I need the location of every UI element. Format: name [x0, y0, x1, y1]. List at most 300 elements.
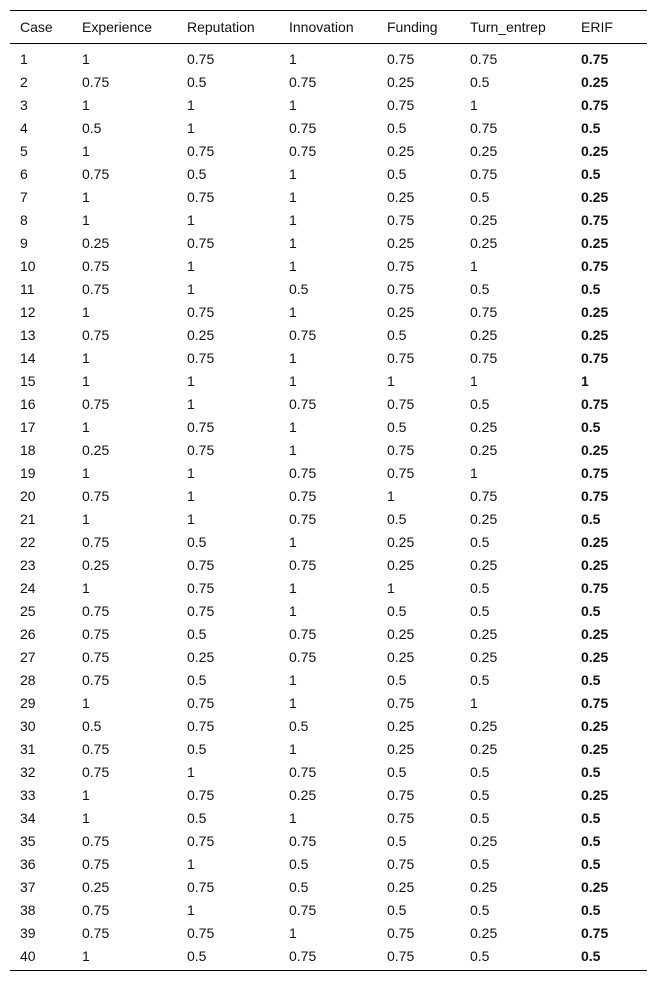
- cell-experience: 0.25: [82, 556, 110, 573]
- cell-experience: 1: [82, 694, 90, 711]
- cell-innovation: 1: [289, 234, 297, 251]
- cell-case: 28: [20, 671, 36, 688]
- cell-erif: 0.5: [581, 763, 601, 780]
- cell-funding: 0.75: [387, 786, 415, 803]
- cell-funding: 1: [387, 579, 395, 596]
- cell-turn_entrep: 0.25: [470, 326, 498, 343]
- cell-turn_entrep: 0.5: [470, 533, 490, 550]
- table-row: [10, 576, 647, 599]
- cell-experience: 0.75: [82, 326, 110, 343]
- cell-funding: 0.5: [387, 326, 407, 343]
- cell-case: 26: [20, 625, 36, 642]
- cell-turn_entrep: 0.25: [470, 924, 498, 941]
- table-row: [10, 553, 647, 576]
- table-row: [10, 392, 647, 415]
- cell-erif: 0.75: [581, 257, 609, 274]
- cell-reputation: 0.75: [187, 786, 215, 803]
- cell-turn_entrep: 0.5: [470, 395, 490, 412]
- cell-funding: 0.25: [387, 188, 415, 205]
- cell-experience: 0.75: [82, 257, 110, 274]
- cell-case: 10: [20, 257, 36, 274]
- table-row: [10, 139, 647, 162]
- cell-turn_entrep: 0.5: [470, 855, 490, 872]
- table-row: [10, 921, 647, 944]
- table-row: [10, 93, 647, 116]
- cell-innovation: 1: [289, 602, 297, 619]
- cell-funding: 0.25: [387, 648, 415, 665]
- cell-reputation: 0.5: [187, 809, 207, 826]
- table-row: [10, 875, 647, 898]
- cell-experience: 1: [82, 50, 90, 67]
- cell-turn_entrep: 0.75: [470, 349, 498, 366]
- cell-experience: 0.75: [82, 602, 110, 619]
- cell-experience: 0.75: [82, 395, 110, 412]
- cell-innovation: 0.75: [289, 510, 317, 527]
- cell-turn_entrep: 1: [470, 372, 478, 389]
- cell-erif: 0.5: [581, 119, 601, 136]
- cell-turn_entrep: 0.5: [470, 901, 490, 918]
- cell-innovation: 1: [289, 257, 297, 274]
- cell-case: 5: [20, 142, 28, 159]
- cell-case: 37: [20, 878, 36, 895]
- cell-innovation: 1: [289, 165, 297, 182]
- cell-funding: 0.25: [387, 717, 415, 734]
- cell-experience: 0.75: [82, 648, 110, 665]
- cell-experience: 1: [82, 418, 90, 435]
- cell-experience: 1: [82, 349, 90, 366]
- cell-reputation: 0.75: [187, 234, 215, 251]
- cell-experience: 0.5: [82, 119, 102, 136]
- cell-experience: 1: [82, 211, 90, 228]
- cell-reputation: 1: [187, 763, 195, 780]
- cell-case: 13: [20, 326, 36, 343]
- cell-funding: 0.75: [387, 694, 415, 711]
- cell-funding: 0.5: [387, 418, 407, 435]
- cell-case: 29: [20, 694, 36, 711]
- cell-funding: 0.75: [387, 855, 415, 872]
- cell-reputation: 0.75: [187, 717, 215, 734]
- cell-experience: 0.75: [82, 901, 110, 918]
- cell-erif: 0.5: [581, 855, 601, 872]
- cell-case: 24: [20, 579, 36, 596]
- table-row: [10, 369, 647, 392]
- cell-turn_entrep: 1: [470, 464, 478, 481]
- table-row: [10, 116, 647, 139]
- cell-experience: 0.75: [82, 855, 110, 872]
- cell-innovation: 1: [289, 372, 297, 389]
- cell-case: 21: [20, 510, 36, 527]
- cell-reputation: 0.75: [187, 694, 215, 711]
- table-row: [10, 944, 647, 971]
- cell-erif: 0.75: [581, 50, 609, 67]
- table-row: [10, 300, 647, 323]
- cell-turn_entrep: 0.25: [470, 441, 498, 458]
- cell-case: 25: [20, 602, 36, 619]
- cell-erif: 0.25: [581, 303, 609, 320]
- cell-funding: 0.25: [387, 740, 415, 757]
- cell-innovation: 0.75: [289, 142, 317, 159]
- cell-funding: 0.75: [387, 441, 415, 458]
- cell-reputation: 1: [187, 464, 195, 481]
- cell-innovation: 0.5: [289, 717, 309, 734]
- cell-erif: 0.5: [581, 602, 601, 619]
- cell-experience: 0.75: [82, 832, 110, 849]
- cell-turn_entrep: 0.75: [470, 303, 498, 320]
- cell-turn_entrep: 0.75: [470, 119, 498, 136]
- cell-experience: 1: [82, 142, 90, 159]
- cell-experience: 0.75: [82, 625, 110, 642]
- cell-innovation: 0.5: [289, 280, 309, 297]
- cell-case: 16: [20, 395, 36, 412]
- cell-reputation: 0.75: [187, 878, 215, 895]
- cell-turn_entrep: 0.5: [470, 809, 490, 826]
- cell-innovation: 0.75: [289, 648, 317, 665]
- cell-reputation: 0.75: [187, 602, 215, 619]
- cell-erif: 0.25: [581, 786, 609, 803]
- case-data-table: [10, 10, 647, 971]
- column-header-funding: Funding: [387, 19, 438, 35]
- cell-turn_entrep: 0.25: [470, 556, 498, 573]
- cell-erif: 0.25: [581, 73, 609, 90]
- cell-innovation: 1: [289, 671, 297, 688]
- cell-experience: 1: [82, 372, 90, 389]
- cell-innovation: 0.75: [289, 326, 317, 343]
- column-header-reputation: Reputation: [187, 19, 255, 35]
- cell-funding: 0.75: [387, 211, 415, 228]
- cell-case: 11: [20, 280, 35, 297]
- cell-funding: 0.75: [387, 809, 415, 826]
- column-header-case: Case: [20, 19, 53, 35]
- column-header-turn_entrep: Turn_entrep: [470, 19, 546, 35]
- cell-erif: 0.75: [581, 96, 609, 113]
- cell-erif: 0.25: [581, 533, 609, 550]
- table-row: [10, 415, 647, 438]
- cell-innovation: 1: [289, 740, 297, 757]
- cell-turn_entrep: 0.25: [470, 211, 498, 228]
- cell-reputation: 1: [187, 280, 195, 297]
- cell-case: 36: [20, 855, 36, 872]
- cell-innovation: 0.75: [289, 556, 317, 573]
- cell-case: 22: [20, 533, 36, 550]
- cell-case: 23: [20, 556, 36, 573]
- cell-case: 4: [20, 119, 28, 136]
- column-header-experience: Experience: [82, 19, 153, 35]
- cell-erif: 0.25: [581, 556, 609, 573]
- cell-case: 7: [20, 188, 28, 205]
- cell-experience: 1: [82, 510, 90, 527]
- cell-erif: 0.75: [581, 579, 609, 596]
- cell-funding: 0.75: [387, 50, 415, 67]
- cell-erif: 0.75: [581, 464, 609, 481]
- cell-reputation: 0.5: [187, 73, 207, 90]
- cell-funding: 0.75: [387, 395, 415, 412]
- cell-innovation: 1: [289, 418, 297, 435]
- cell-case: 14: [20, 349, 36, 366]
- cell-case: 38: [20, 901, 36, 918]
- cell-innovation: 1: [289, 211, 297, 228]
- cell-innovation: 0.75: [289, 395, 317, 412]
- cell-reputation: 0.75: [187, 188, 215, 205]
- cell-funding: 0.25: [387, 73, 415, 90]
- table-row: [10, 185, 647, 208]
- cell-case: 12: [20, 303, 36, 320]
- cell-reputation: 0.5: [187, 740, 207, 757]
- table-body: [10, 44, 647, 971]
- cell-turn_entrep: 0.25: [470, 418, 498, 435]
- cell-erif: 0.75: [581, 487, 609, 504]
- cell-case: 39: [20, 924, 36, 941]
- table-row: [10, 461, 647, 484]
- cell-erif: 0.25: [581, 142, 609, 159]
- cell-innovation: 1: [289, 188, 297, 205]
- table-row: [10, 484, 647, 507]
- cell-case: 33: [20, 786, 36, 803]
- cell-innovation: 0.75: [289, 763, 317, 780]
- table-row: [10, 346, 647, 369]
- cell-reputation: 0.75: [187, 303, 215, 320]
- cell-erif: 0.5: [581, 947, 601, 964]
- cell-erif: 0.5: [581, 280, 601, 297]
- cell-experience: 1: [82, 786, 90, 803]
- cell-erif: 0.5: [581, 671, 601, 688]
- cell-turn_entrep: 0.75: [470, 487, 498, 504]
- table-row: [10, 829, 647, 852]
- cell-erif: 0.5: [581, 165, 601, 182]
- cell-reputation: 0.5: [187, 533, 207, 550]
- cell-innovation: 0.75: [289, 947, 317, 964]
- cell-funding: 0.25: [387, 142, 415, 159]
- cell-funding: 0.5: [387, 901, 407, 918]
- cell-erif: 0.5: [581, 901, 601, 918]
- table-header: [10, 11, 647, 44]
- cell-reputation: 0.75: [187, 579, 215, 596]
- cell-turn_entrep: 0.5: [470, 763, 490, 780]
- cell-erif: 0.5: [581, 418, 601, 435]
- cell-turn_entrep: 1: [470, 694, 478, 711]
- cell-erif: 0.5: [581, 809, 601, 826]
- cell-erif: 0.25: [581, 648, 609, 665]
- cell-turn_entrep: 0.25: [470, 625, 498, 642]
- table-row: [10, 852, 647, 875]
- cell-experience: 0.75: [82, 487, 110, 504]
- cell-reputation: 1: [187, 901, 195, 918]
- cell-funding: 0.75: [387, 349, 415, 366]
- cell-reputation: 1: [187, 372, 195, 389]
- cell-reputation: 0.75: [187, 441, 215, 458]
- cell-funding: 0.75: [387, 464, 415, 481]
- cell-experience: 1: [82, 579, 90, 596]
- cell-reputation: 1: [187, 487, 195, 504]
- cell-case: 27: [20, 648, 36, 665]
- table-row: [10, 323, 647, 346]
- cell-experience: 0.75: [82, 165, 110, 182]
- cell-innovation: 0.75: [289, 625, 317, 642]
- cell-funding: 1: [387, 487, 395, 504]
- cell-innovation: 0.75: [289, 464, 317, 481]
- table-row: [10, 277, 647, 300]
- cell-funding: 0.75: [387, 96, 415, 113]
- cell-turn_entrep: 0.5: [470, 786, 490, 803]
- cell-reputation: 0.75: [187, 142, 215, 159]
- cell-reputation: 0.25: [187, 326, 215, 343]
- table-row: [10, 70, 647, 93]
- cell-case: 35: [20, 832, 36, 849]
- cell-funding: 0.5: [387, 671, 407, 688]
- cell-innovation: 1: [289, 694, 297, 711]
- cell-reputation: 1: [187, 395, 195, 412]
- cell-case: 17: [20, 418, 36, 435]
- cell-experience: 0.75: [82, 924, 110, 941]
- cell-case: 32: [20, 763, 36, 780]
- table-row: [10, 737, 647, 760]
- cell-turn_entrep: 0.25: [470, 878, 498, 895]
- cell-erif: 0.25: [581, 326, 609, 343]
- cell-experience: 0.75: [82, 73, 110, 90]
- cell-case: 3: [20, 96, 28, 113]
- cell-reputation: 1: [187, 96, 195, 113]
- cell-turn_entrep: 0.5: [470, 602, 490, 619]
- cell-funding: 0.5: [387, 832, 407, 849]
- cell-turn_entrep: 0.25: [470, 740, 498, 757]
- table-row: [10, 668, 647, 691]
- cell-innovation: 0.75: [289, 119, 317, 136]
- cell-case: 6: [20, 165, 28, 182]
- cell-turn_entrep: 0.75: [470, 50, 498, 67]
- table-row: [10, 622, 647, 645]
- cell-erif: 0.75: [581, 349, 609, 366]
- cell-turn_entrep: 0.75: [470, 165, 498, 182]
- cell-turn_entrep: 0.5: [470, 579, 490, 596]
- cell-innovation: 0.5: [289, 855, 309, 872]
- table-row: [10, 645, 647, 668]
- cell-experience: 0.25: [82, 441, 110, 458]
- cell-case: 40: [20, 947, 36, 964]
- table-row: [10, 760, 647, 783]
- cell-reputation: 0.75: [187, 924, 215, 941]
- cell-experience: 0.75: [82, 763, 110, 780]
- cell-experience: 0.75: [82, 740, 110, 757]
- cell-innovation: 0.75: [289, 487, 317, 504]
- cell-erif: 0.75: [581, 211, 609, 228]
- cell-innovation: 0.25: [289, 786, 317, 803]
- cell-erif: 0.75: [581, 694, 609, 711]
- table-row: [10, 438, 647, 461]
- cell-funding: 0.5: [387, 602, 407, 619]
- cell-funding: 0.25: [387, 878, 415, 895]
- table-row: [10, 898, 647, 921]
- cell-reputation: 0.75: [187, 556, 215, 573]
- cell-erif: 0.25: [581, 717, 609, 734]
- table-row: [10, 806, 647, 829]
- cell-erif: 0.25: [581, 188, 609, 205]
- cell-funding: 0.25: [387, 625, 415, 642]
- cell-experience: 1: [82, 96, 90, 113]
- cell-turn_entrep: 0.25: [470, 142, 498, 159]
- cell-erif: 0.25: [581, 625, 609, 642]
- table-row: [10, 714, 647, 737]
- cell-case: 2: [20, 73, 28, 90]
- cell-turn_entrep: 1: [470, 257, 478, 274]
- header-row: [10, 11, 647, 44]
- cell-erif: 0.25: [581, 234, 609, 251]
- cell-experience: 1: [82, 809, 90, 826]
- cell-experience: 0.5: [82, 717, 102, 734]
- cell-turn_entrep: 0.25: [470, 234, 498, 251]
- cell-innovation: 1: [289, 924, 297, 941]
- table-row: [10, 208, 647, 231]
- cell-innovation: 1: [289, 533, 297, 550]
- cell-erif: 0.25: [581, 441, 609, 458]
- cell-reputation: 0.5: [187, 947, 207, 964]
- table-row: [10, 783, 647, 806]
- table-row: [10, 691, 647, 714]
- cell-turn_entrep: 0.5: [470, 280, 490, 297]
- cell-innovation: 1: [289, 349, 297, 366]
- cell-reputation: 0.75: [187, 349, 215, 366]
- cell-case: 30: [20, 717, 36, 734]
- cell-turn_entrep: 1: [470, 96, 478, 113]
- table-row: [10, 162, 647, 185]
- cell-reputation: 0.75: [187, 50, 215, 67]
- cell-funding: 1: [387, 372, 395, 389]
- cell-turn_entrep: 0.25: [470, 832, 498, 849]
- cell-erif: 0.25: [581, 740, 609, 757]
- cell-funding: 0.75: [387, 257, 415, 274]
- cell-experience: 1: [82, 188, 90, 205]
- cell-funding: 0.5: [387, 510, 407, 527]
- cell-turn_entrep: 0.25: [470, 510, 498, 527]
- cell-experience: 1: [82, 947, 90, 964]
- column-header-erif: ERIF: [581, 19, 613, 35]
- table-row: [10, 599, 647, 622]
- cell-reputation: 1: [187, 119, 195, 136]
- cell-innovation: 1: [289, 579, 297, 596]
- cell-case: 34: [20, 809, 36, 826]
- cell-innovation: 1: [289, 303, 297, 320]
- cell-reputation: 0.5: [187, 165, 207, 182]
- cell-innovation: 0.75: [289, 901, 317, 918]
- cell-erif: 0.75: [581, 924, 609, 941]
- cell-innovation: 0.5: [289, 878, 309, 895]
- cell-innovation: 0.75: [289, 832, 317, 849]
- cell-funding: 0.5: [387, 763, 407, 780]
- cell-reputation: 0.5: [187, 625, 207, 642]
- cell-turn_entrep: 0.5: [470, 671, 490, 688]
- cell-reputation: 0.5: [187, 671, 207, 688]
- cell-experience: 0.25: [82, 878, 110, 895]
- cell-reputation: 1: [187, 211, 195, 228]
- cell-funding: 0.5: [387, 119, 407, 136]
- cell-case: 31: [20, 740, 36, 757]
- cell-innovation: 1: [289, 50, 297, 67]
- cell-funding: 0.25: [387, 234, 415, 251]
- cell-case: 15: [20, 372, 36, 389]
- cell-experience: 0.75: [82, 533, 110, 550]
- cell-experience: 1: [82, 303, 90, 320]
- cell-erif: 0.5: [581, 510, 601, 527]
- table-row: [10, 530, 647, 553]
- table-row: [10, 231, 647, 254]
- cell-case: 20: [20, 487, 36, 504]
- cell-turn_entrep: 0.25: [470, 648, 498, 665]
- cell-funding: 0.75: [387, 947, 415, 964]
- cell-turn_entrep: 0.5: [470, 188, 490, 205]
- cell-experience: 0.25: [82, 234, 110, 251]
- cell-case: 9: [20, 234, 28, 251]
- cell-funding: 0.75: [387, 280, 415, 297]
- cell-funding: 0.75: [387, 924, 415, 941]
- column-header-innovation: Innovation: [289, 19, 354, 35]
